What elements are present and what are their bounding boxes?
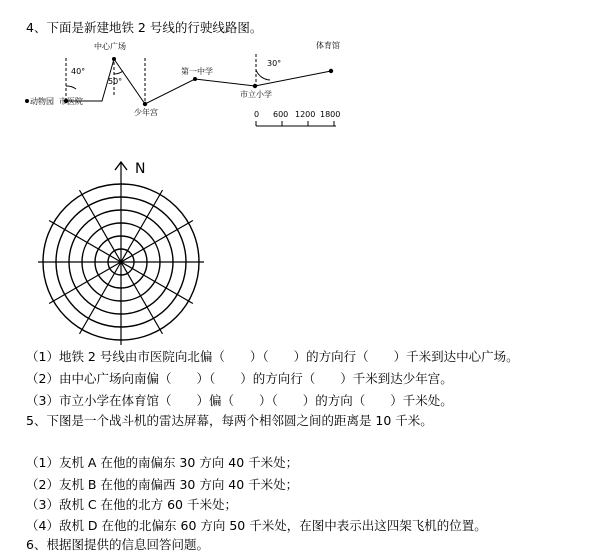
station-label-primary: 市立小学 — [240, 90, 272, 99]
angle-label-30: 30° — [267, 59, 282, 68]
q5-item-4: （4）敌机 D 在他的北偏东 60 方向 50 千米处，在图中表示出这四架飞机的位置。 — [26, 518, 487, 533]
angle-label-40: 40° — [71, 67, 86, 76]
q4-title: 4、下面是新建地铁 2 号线的行驶线路图。 — [26, 20, 263, 35]
q5-item-1: （1）友机 A 在他的南偏东 30 方向 40 千米处； — [26, 455, 299, 470]
q4-question-3: （3）市立小学在体育馆（ ）偏（ ）（ ）的方向（ ）千米处。 — [26, 393, 453, 408]
north-label: N — [135, 161, 146, 177]
angle-label-50: 50° — [108, 77, 123, 86]
q4-question-2: （2）由中心广场向南偏（ ）（ ）的方向行（ ）千米到达少年宫。 — [26, 371, 453, 386]
scale-tick-1200: 1200 — [295, 110, 316, 119]
station-label-stadium: 体育馆 — [316, 41, 340, 50]
scale-tick-1800: 1800 — [320, 110, 341, 119]
q5-title: 5、下图是一个战斗机的雷达屏幕，每两个相邻圆之间的距离是 10 千米。 — [26, 413, 433, 428]
q5-item-3: （3）敌机 C 在他的北方 60 千米处； — [26, 497, 237, 512]
q4-question-1: （1）地铁 2 号线由市医院向北偏（ ）（ ）的方向行（ ）千米到达中心广场。 — [26, 349, 519, 364]
scale-tick-600: 600 — [273, 110, 289, 119]
q6-title: 6、根据图提供的信息回答问题。 — [26, 537, 209, 552]
station-label-zoo: 动物园 — [30, 97, 54, 106]
station-label-center: 中心广场 — [94, 42, 126, 51]
station-label-youth: 少年宫 — [134, 108, 158, 117]
scale-tick-0: 0 — [254, 110, 260, 119]
station-label-middle: 第一中学 — [181, 67, 213, 76]
station-label-hospital: 市医院 — [59, 97, 83, 106]
q5-item-2: （2）友机 B 在他的南偏西 30 方向 40 千米处； — [26, 477, 299, 492]
